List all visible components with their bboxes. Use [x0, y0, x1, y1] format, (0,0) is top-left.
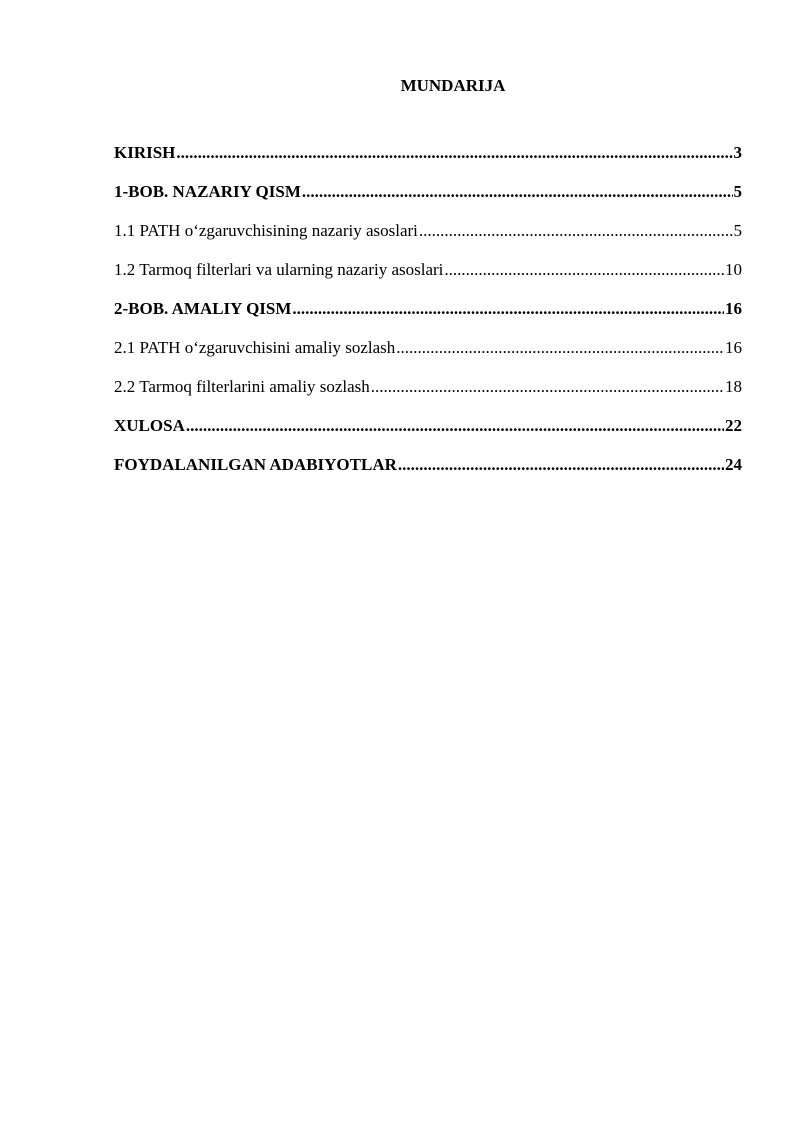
toc-title: MUNDARIJA: [400, 76, 506, 95]
toc-entry-page: 5: [733, 182, 742, 201]
toc-entry-label: 2.1 PATH o‘zgaruvchisini amaliy sozlash: [114, 338, 396, 357]
toc-entry-page: 18: [725, 377, 742, 396]
toc-leader-dots: [371, 374, 724, 400]
toc-leader-dots: [396, 335, 724, 361]
toc-entry-section-2-2[interactable]: [114, 374, 742, 413]
table-of-contents: [114, 140, 742, 491]
toc-entry-page: 16: [725, 299, 742, 318]
toc-entry-xulosa[interactable]: [114, 413, 742, 452]
toc-entry-section-1-1[interactable]: [114, 218, 742, 257]
toc-entry-label: FOYDALANILGAN ADABIYOTLAR: [114, 455, 397, 474]
toc-entry-chapter-1[interactable]: [114, 179, 742, 218]
toc-entry-page: 16: [725, 338, 742, 357]
toc-entry-adabiyotlar[interactable]: [114, 452, 742, 491]
toc-entry-label: 1.1 PATH o‘zgaruvchisining nazariy asoslari: [114, 221, 418, 240]
toc-entry-chapter-2[interactable]: [114, 296, 742, 335]
toc-leader-dots: [302, 179, 733, 205]
toc-entry-section-1-2[interactable]: [114, 257, 742, 296]
toc-leader-dots: [176, 140, 732, 166]
toc-leader-dots: [444, 257, 724, 283]
toc-entry-label: 2-BOB. AMALIY QISM: [114, 299, 292, 318]
toc-entry-section-2-1[interactable]: [114, 335, 742, 374]
toc-entry-page: 10: [725, 260, 742, 279]
toc-leader-dots: [398, 452, 724, 478]
toc-entry-page: 22: [725, 416, 742, 435]
toc-leader-dots: [419, 218, 733, 244]
toc-entry-page: 3: [733, 143, 742, 162]
toc-entry-page: 5: [733, 221, 742, 240]
toc-entry-kirish[interactable]: [114, 140, 742, 179]
toc-entry-label: XULOSA: [114, 416, 185, 435]
toc-entry-label: 1.2 Tarmoq filterlari va ularning nazariy asoslari: [114, 260, 444, 279]
toc-entry-label: 2.2 Tarmoq filterlarini amaliy sozlash: [114, 377, 370, 396]
toc-entry-label: KIRISH: [114, 143, 176, 162]
toc-leader-dots: [186, 413, 724, 439]
toc-entry-label: 1-BOB. NAZARIY QISM: [114, 182, 301, 201]
toc-entry-page: 24: [725, 455, 742, 474]
toc-leader-dots: [292, 296, 724, 322]
